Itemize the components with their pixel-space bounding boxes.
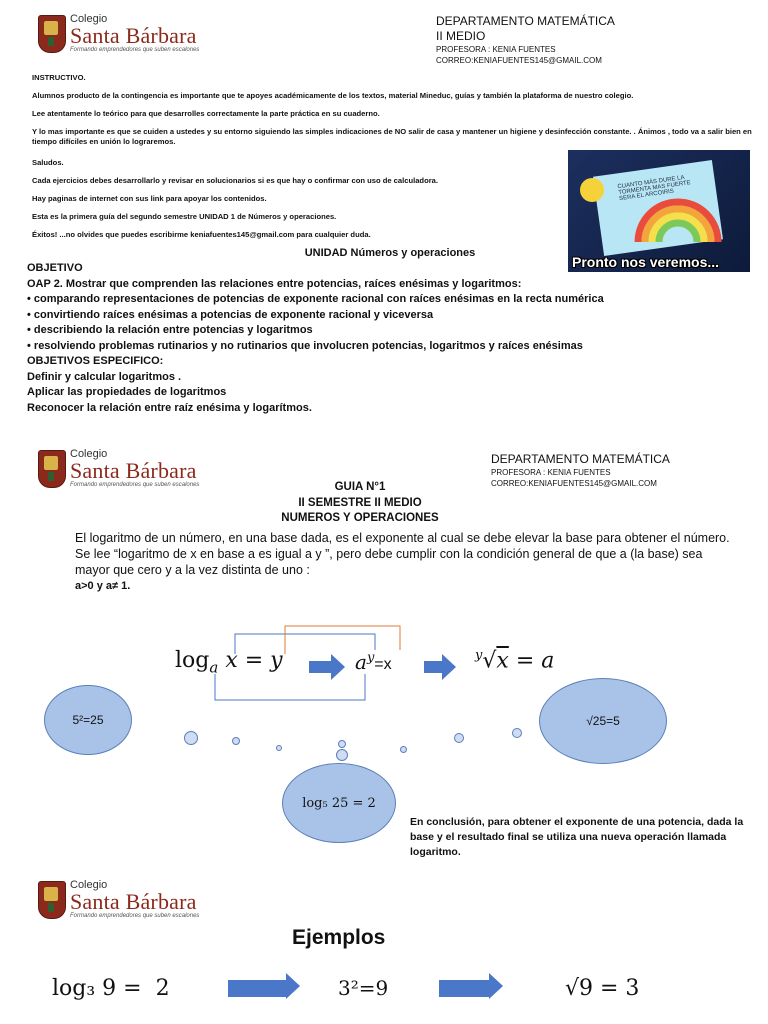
logo-name: Santa Bárbara xyxy=(70,458,197,483)
logo-colegio: Colegio xyxy=(70,448,108,460)
dept-title: DEPARTAMENTO MATEMÁTICA xyxy=(491,452,670,466)
bubble-dot xyxy=(338,740,346,748)
arrow-icon xyxy=(424,661,442,673)
guide-titles xyxy=(200,480,520,527)
logo-tagline: Formando emprendedores que suben escalones xyxy=(70,913,200,919)
instr-line: Alumnos producto de la contingencia es importante que te apoyes académicamente de los textos, material Mineduc, guías y también la plataforma de nuestro colegio. xyxy=(32,91,634,100)
photo-caption: Pronto nos veremos... xyxy=(572,254,720,270)
bubble-dot xyxy=(232,737,240,745)
bubble-dot xyxy=(336,749,348,761)
photo-sign-text: CUANTO MÁS DURE LA TORMENTA MAS FUERTE SERA EL ARCOIRIS xyxy=(617,174,692,203)
school-crest-icon xyxy=(38,881,66,919)
guide-title: GUIA N°1 xyxy=(334,481,386,493)
dept-title: DEPARTAMENTO MATEMÁTICA xyxy=(436,14,615,28)
cloud-log-text: log₅ 25 = 2 xyxy=(302,795,376,811)
logo-tagline: Formando emprendedores que suben escalones xyxy=(70,482,200,488)
arrow-icon xyxy=(228,980,286,997)
example-log: log₃ 9 = 2 xyxy=(52,976,170,1001)
cloud-root-text: √25=5 xyxy=(586,714,620,728)
instr-line: Éxitos! ...no olvides que puedes escribirme keniafuentes145@gmail.com para cualquier duda. xyxy=(32,230,371,239)
instructions xyxy=(32,73,752,155)
instr-line: Esta es la primera guía del segundo semestre UNIDAD 1 de Números y operaciones. xyxy=(32,212,337,221)
school-logo-2 xyxy=(38,449,199,488)
objective-line: • resolviendo problemas rutinarios y no rutinarios que involucren potencias, logaritmos y raíces enésimas xyxy=(27,339,583,352)
bubble-dot xyxy=(400,746,407,753)
logo-colegio: Colegio xyxy=(70,879,108,891)
teacher-email: CORREO:KENIAFUENTES145@GMAIL.COM xyxy=(436,56,602,65)
school-logo xyxy=(38,14,199,53)
logo-tagline: Formando emprendedores que suben escalones xyxy=(70,47,200,53)
objectives xyxy=(27,261,747,416)
instr-line: Saludos. xyxy=(32,158,64,167)
logo-name: Santa Bárbara xyxy=(70,23,197,48)
objective-line: • convirtiendo raíces enésimas a potencias de exponente racional y viceversa xyxy=(27,308,434,321)
root-formula: $^y$√x = a xyxy=(475,648,555,674)
teacher-name: PROFESORA : KENIA FUENTES xyxy=(436,45,556,54)
theory-definition: El logaritmo de un número, en una base dada, es el exponente al cual se debe elevar la base para obtener el número. xyxy=(75,531,730,545)
instr-line: Y lo mas importante es que se cuiden a ustedes y su entorno siguiendo las simples indicaciones de NO salir de casa y mantener un higiene y desinfección constante. . Ánimos , todo va a salir bien en tiempo difíciles en unión lo lograremos. xyxy=(32,127,752,146)
theory xyxy=(75,530,735,594)
teacher-email: CORREO:KENIAFUENTES145@GMAIL.COM xyxy=(491,479,657,488)
logo-name: Santa Bárbara xyxy=(70,889,197,914)
bubble-dot xyxy=(276,745,282,751)
objective-line: OBJETIVO xyxy=(27,262,83,274)
course-title: II MEDIO xyxy=(436,29,486,43)
examples-title: Ejemplos xyxy=(292,926,386,949)
objective-line: OBJETIVOS ESPECIFICO: xyxy=(27,355,164,367)
cloud-power-text: 5²=25 xyxy=(72,713,104,727)
cloud-power xyxy=(44,685,132,755)
motivational-photo xyxy=(568,150,750,272)
school-crest-icon xyxy=(38,450,66,488)
school-logo-3 xyxy=(38,880,199,919)
arrow-icon xyxy=(439,980,489,997)
power-formula: $a^y=x$ xyxy=(355,650,392,674)
theory-reading: Se lee “logaritmo de x en base a es igual a y ”, pero debe cumplir con la condición general de que a (la base) sea mayor que cero y a la vez distinta de uno : xyxy=(75,547,703,577)
objective-line: Aplicar las propiedades de logaritmos xyxy=(27,386,227,398)
bubble-dot xyxy=(454,733,464,743)
instr-line: Hay paginas de internet con sus link para apoyar los contenidos. xyxy=(32,194,267,203)
example-root: √9 = 3 xyxy=(565,976,640,1001)
objective-line: OAP 2. Mostrar que comprenden las relaciones entre potencias, raíces enésimas y logaritmos: xyxy=(27,277,522,290)
conclusion-text: En conclusión, para obtener el exponente de una potencia, dada la base y el resultado final se utiliza una nueva operación llamada logaritmo. xyxy=(410,816,744,858)
cloud-log xyxy=(282,763,396,843)
header-1 xyxy=(436,14,615,66)
instr-line: Cada ejercicios debes desarrollarlo y revisar en solucionarios si es que hay o confirmar con uso de calculadora. xyxy=(32,176,439,185)
instr-line: INSTRUCTIVO. xyxy=(32,73,86,82)
instr-line: Lee atentamente lo teórico para que desarrolles correctamente la parte práctica en su cuaderno. xyxy=(32,109,380,118)
school-crest-icon xyxy=(38,15,66,53)
unit-title: UNIDAD Números y operaciones xyxy=(304,247,476,259)
objective-line: • describiendo la relación entre potencias y logaritmos xyxy=(27,324,313,336)
logo-colegio: Colegio xyxy=(70,13,108,25)
objective-line: • comparando representaciones de potencias de exponente racional con raíces enésimas en la recta numérica xyxy=(27,293,604,305)
log-formula: $\log_a x = y$ xyxy=(175,648,283,677)
bubble-dot xyxy=(184,731,198,745)
guide-unit: NUMEROS Y OPERACIONES xyxy=(281,512,439,524)
example-power: 3²=9 xyxy=(338,976,389,1000)
cloud-root xyxy=(539,678,667,764)
arrow-icon xyxy=(309,661,331,673)
objective-line: Definir y calcular logaritmos . xyxy=(27,370,182,383)
theory-condition: a>0 y a≠ 1. xyxy=(75,580,131,592)
objective-line: Reconocer la relación entre raíz enésima y logarítmos. xyxy=(27,401,312,414)
instructions-2 xyxy=(32,158,562,240)
bubble-dot xyxy=(512,728,522,738)
teacher-name: PROFESORA : KENIA FUENTES xyxy=(491,468,611,477)
guide-subtitle: II SEMESTRE II MEDIO xyxy=(298,496,422,509)
